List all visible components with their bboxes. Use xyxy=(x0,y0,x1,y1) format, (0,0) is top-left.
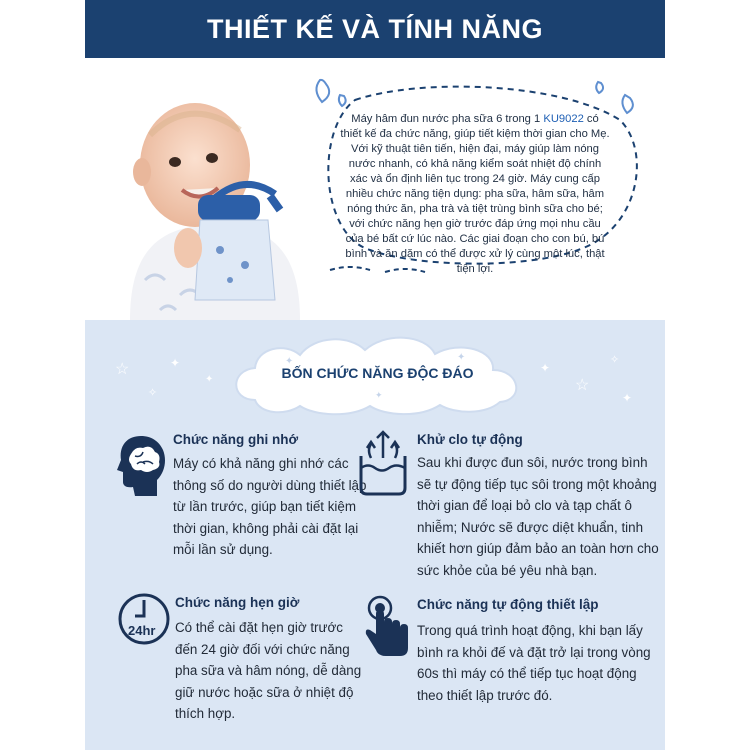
clock-24hr-icon xyxy=(117,592,171,646)
svg-text:✦: ✦ xyxy=(285,356,294,367)
page-title: THIẾT KẾ VÀ TÍNH NĂNG xyxy=(206,13,543,44)
star-icon: ✧ xyxy=(148,387,158,399)
feature-text: Có thể cài đặt hẹn giờ trước đến 24 giờ đối với chức năng pha sữa và hâm nóng, dễ dàng giữ nước hoặc sữa ở nhiệt độ thích hợp. xyxy=(175,620,362,721)
model-number: KU9022 xyxy=(543,113,584,125)
star-icon: ✦ xyxy=(540,361,551,375)
star-icon: ✦ xyxy=(622,391,633,405)
intro-text xyxy=(340,112,610,277)
feature-title: Chức năng hẹn giờ xyxy=(175,595,300,610)
svg-text:✦: ✦ xyxy=(375,390,383,400)
baby-with-bottle-image xyxy=(120,80,310,320)
header-banner xyxy=(85,0,665,58)
intro-bubble xyxy=(300,70,650,280)
star-icon: ☆ xyxy=(115,361,130,378)
star-icon: ☆ xyxy=(575,377,590,394)
intro-lead: Máy hâm đun nước pha sữa 6 trong 1 xyxy=(351,113,544,125)
feature-title: Chức năng ghi nhớ xyxy=(173,432,299,447)
feature-text: Sau khi được đun sôi, nước trong bình sẽ tự động tiếp tục sôi trong một khoảng thời gian để loại bỏ clo và tạp chất ô nhiễm; Nước sẽ được diệt khuẩn, tinh khiết hơn giúp đảm bảo an toàn hơn cho sức khỏe của bé yêu nhà bạn. xyxy=(417,455,659,578)
touch-hand-icon xyxy=(362,594,412,658)
feature-title: Khử clo tự động xyxy=(417,432,523,447)
svg-text:✦: ✦ xyxy=(457,352,466,363)
feature-text: Máy có khả năng ghi nhớ các thông số do người dùng thiết lập từ lần trước, giúp bạn tiết kiệm thời gian, không phải cài đặt lại mỗi lần sử dụng. xyxy=(173,456,367,557)
star-icon: ✦ xyxy=(170,356,181,370)
star-icon: ✦ xyxy=(205,374,214,385)
star-icon: ✧ xyxy=(610,354,620,366)
brain-head-icon xyxy=(117,434,167,496)
feature-text: Trong quá trình hoạt động, khi bạn lấy bình ra khỏi đế và đặt trở lại trong vòng 60s thì máy có thể tiếp tục hoạt động theo thiết lập trước đó. xyxy=(417,623,651,703)
intro-rest: có thiết kế đa chức năng, giúp tiết kiệm thời gian cho Mẹ. Với kỹ thuật tiên tiến, hiện đại, máy giúp làm nóng nước nhanh, có khả năng kiểm soát nhiệt độ chính xác và ổn định liên tục trong 24 giờ. Máy cung cấp nhiều chức năng tiện dụng: pha sữa, hâm sữa, hâm nóng thức ăn, pha trà và tiệt trùng bình sữa cho bé; với chức năng hẹn giờ trước đáp ứng mọi nhu cầu của bé bất cứ lúc nào. Các giai đoạn cho con bú, bú bình và ăn dặm có thể được xử lý cùng một lúc, thật tiện lợi. xyxy=(340,113,610,275)
section-title: BỐN CHỨC NĂNG ĐỘC ĐÁO xyxy=(281,365,474,381)
feature-title: Chức năng tự động thiết lập xyxy=(417,597,599,612)
clock-label: 24hr xyxy=(128,623,156,638)
steam-water-icon xyxy=(355,428,411,498)
